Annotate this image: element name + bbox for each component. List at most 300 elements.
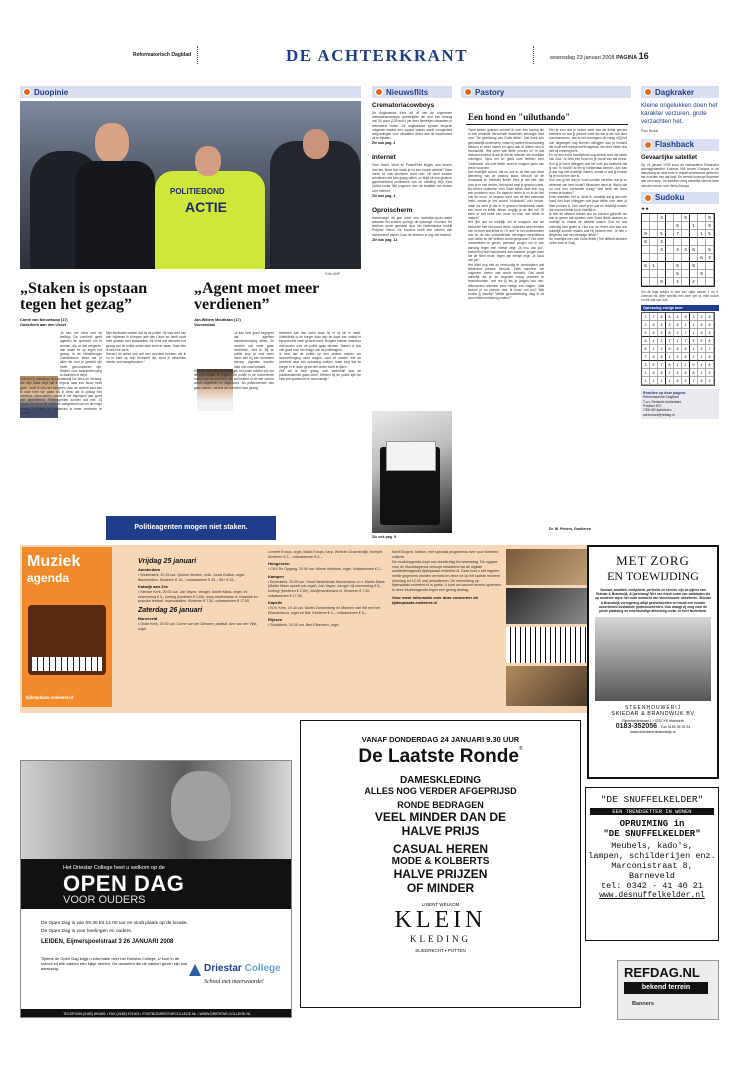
phone-photo — [372, 411, 452, 533]
driestar-line2: De Open Dag is voor leerlingen en ouders. — [41, 929, 132, 934]
sudoku-cell[interactable]: 9 — [658, 278, 666, 286]
sudoku-cell[interactable]: 5 — [706, 246, 714, 254]
sudoku-cell[interactable] — [658, 262, 666, 270]
sudoku-cell[interactable] — [666, 262, 674, 270]
sudoku-cell[interactable] — [682, 270, 690, 278]
sudoku-cell[interactable] — [682, 238, 690, 246]
photo-text-actie: ACTIE — [185, 199, 227, 215]
pastory-rule — [466, 124, 628, 125]
mzt-text: Sociaal, kwaliteit, eerlijkheid, perfectie en service zijn de pijlers van Skiedar & Brandwijk. Al jarenlang! Met een frisch team van vakbladen die op moderne wijze het oude ambacht van steenhouwer uitoefenen. Skiedar & Brandwijk vormgeving altijd geshoiwichten en houdt een eeuwin assortiment bestaande grafmonumenten. Ook draagt zij zorg voor de juiste plaatsing en rekenkundige afwerking ervan. In heel Nederland. — [595, 588, 711, 614]
sudoku-cell[interactable] — [650, 222, 658, 230]
agenda-date: Zaterdag 26 januari — [138, 606, 203, 614]
pastory-p2: Dat moeilijke woord, dat nu ook in de titel van deze aflevering van de pastory staat, behoort tot de Xhosataal en betekent liefde. Wee je dat niet, dan kom je er niet verder. Het woord zegt je gewoon niets. — [468, 170, 544, 187]
sudoku-cell[interactable]: 4 — [674, 246, 682, 254]
solution-cell: 6 — [698, 377, 706, 385]
laatste-l6: CASUAL HEREN — [392, 842, 489, 856]
agenda-date: Vrijdag 25 januari — [138, 558, 197, 565]
refdag-sub: bekend terrein — [624, 982, 708, 994]
agenda-entry: • Grote Kerk, 20.00 uur. Cornè van der Giessen, panfluit, Arie van der Vlist, orgel. — [138, 621, 258, 631]
duopinie-section — [20, 86, 361, 541]
sudoku-cell[interactable]: 5 — [658, 230, 666, 238]
sudoku-cell[interactable] — [658, 222, 666, 230]
opinion-left-p1: „Ik ben het eens met de stelling. De overheid geeft agenten de opdracht om te werken. Als ze dat weigeren, dan staan ze op tegen het gezag. In de Heidelbergse Catechismus staat dat je alles die over je gesteld zijn moet gehoorzamen zijn. Staken voor salarisverhoging is daarmee in strijd. — [60, 331, 102, 378]
mzt-fax: Fax 0183 35 33 34 — [661, 725, 691, 730]
agenda-entry: Lennert Knops, orgel, Maria Knops, harp, Wilhelm Groenendijk, trompet. Kinderen € 2,-, volwassenen € 4,-. — [268, 550, 384, 559]
photo-credit: Foto: ANP — [325, 272, 341, 276]
sudoku-cell[interactable] — [674, 214, 682, 222]
sudoku-cell[interactable] — [690, 230, 698, 238]
flashback-header — [641, 139, 719, 151]
sudoku-cell[interactable] — [666, 222, 674, 230]
right-column — [641, 86, 719, 541]
sudoku-cell[interactable]: 6 — [690, 246, 698, 254]
solution-cell: 7 — [706, 345, 714, 353]
solution-cell: 6 — [698, 321, 706, 329]
solution-cell: 3 — [666, 321, 674, 329]
driestar-footer: TELEFOON (0182) 691691 • FAX (0182) 571003 • POSTBODRIESTARCOLLEGE.NL • WWW.DRIESTAR-COLLEGE.NL — [21, 1009, 292, 1018]
refdag-title[interactable]: REFDAG.NL — [624, 965, 700, 980]
laatste-l7: MODE & KOLBERTS — [391, 856, 490, 867]
pastory-p10: Ik heb de afstand tussen ons en honden gebruikt om aan te geven dat spreken over Gods liefde daarom zo moeilijk is, omdat de afstand tussen God en ons oneindig veel groter is. Hoe zou de Heere dan aan ons duidelijk kunnen maken wat Hij bedoelt met: „Ik heb u liefgehad met een eeuwige liefde”? — [549, 212, 627, 238]
news-item-body: Over David, Word en PowerPoint krijgen veel tieners veel les. Maar hoe maak je nu een mooie website? Daar horen ze huis doorleren nooit over. Uit tocht zouden scholieren dat juist graag willen, zo blijkt uit een gisteren gepresenteerd onderzoek van de stichting Mijn Kind Online onder 366 jongeren over de kwaliteit van lessen over internet. — [372, 163, 452, 193]
solution-cell: 6 — [682, 369, 690, 377]
agenda-place: Kampen — [268, 573, 284, 579]
sudoku-header — [641, 192, 719, 204]
driestar-logo-1: Driestar — [204, 963, 242, 974]
kleding-logo: KLEDING — [410, 934, 471, 944]
sudoku-cell[interactable] — [650, 278, 658, 286]
sudoku-cell[interactable]: 8 — [706, 214, 714, 222]
reacties-box — [641, 389, 719, 418]
driestar-line3: LEIDEN, Eijmerspoelstraat 3 26 JANUARI 2008 — [41, 939, 174, 945]
solution-cell: 7 — [642, 353, 650, 361]
sudoku-cell[interactable] — [706, 238, 714, 246]
pastory-p3: Bij verder nadenken over Gods liefde doet zich nog een probleem voor. En daarom noem ik nu in de titel ook de hond. Je begeep wezt van de titel helemaal niets, omdat je het woord "uluthando" niet kende, maar ria weet je dat er in gewoon Nederlands staat: een hond en liefde. Alleen, begrijp je de titel nu? Of denk je wel heeft een hond nu toch met liefde te maken? — [468, 186, 544, 221]
sudoku-cell[interactable] — [658, 254, 666, 262]
sudoku-cell[interactable]: 5 — [706, 230, 714, 238]
sudoku-cell[interactable]: 6 — [674, 222, 682, 230]
sudoku-cell[interactable] — [706, 262, 714, 270]
sudoku-cell[interactable]: 3 — [682, 246, 690, 254]
agenda-entry: • N.H. Kerk, 19.30 uur. Martin Zonnenberg en Mannen van Wit met het Eilandenkoor, orgel en fluit. Kinderen € 2,-, volwassenen € 5,-. — [268, 606, 381, 615]
sudoku-cell[interactable] — [674, 254, 682, 262]
agenda-entry: • CKV De Opgang, 20.00 uur. Minne Veldman, orgel. Volwassenen € 2,-. — [268, 567, 384, 572]
sudoku-cell[interactable] — [666, 278, 674, 286]
agenda-place: Katwijk aan Zee — [138, 584, 169, 590]
pastory-col2 — [549, 128, 627, 523]
solution-cell: 8 — [706, 337, 714, 345]
sudoku-cell[interactable]: 2 — [706, 254, 714, 262]
agenda-more-info: Voor meer informatie over deze concerten zie tijdenplaats.erdeetrel.nl — [392, 595, 479, 606]
solution-cell: 9 — [690, 361, 698, 369]
pastory-p7: En nu een extra moeilijkheid nog steeds over die liefde van God. Je hebt een hond en je houdt van dat beest. Kun jij je hond uitleggen wat het voor jou betekent dat jij van 'm houdt? Al ten jij hondentaal kennen, dan kan je dat nog niet duidelijk maken, omdat of wat jij ervaart bij je hond een dier is. — [549, 153, 627, 179]
solution-cell: 5 — [658, 353, 666, 361]
pastory-p4: Het lijkt niet zo moeilijk om te snappen wat we bedoelen met het woord liefde. Iedereen weet immers min of meer wat liefde is. Of niet? In het onderzoeken met en de hier verschillende meningen verschillend over liefde en lief hebben wordt gesproken? Om twee voorbeelden te geven: wanneer jongen om in een dansing tegen een meisje zegt: „Ik hou van jou”, bedoelt hij heel wat anders dan wanneer jongen twee die de finen moet, tegen zijn meisje zegt: „Ik houd van jou”. — [468, 220, 544, 263]
reacties-email[interactable]: achterkant@refdag.nl — [643, 412, 675, 417]
snuffel-l8[interactable]: www.desnuffelkelder.nl — [599, 891, 705, 900]
sudoku-cell[interactable]: 9 — [698, 270, 706, 278]
solution-cell: 5 — [698, 337, 706, 345]
sudoku-cell[interactable] — [698, 262, 706, 270]
solution-cell: 2 — [642, 321, 650, 329]
sudoku-title: Sudoku — [655, 193, 685, 203]
nieuwsflits-icon — [375, 88, 383, 96]
muziek-photos — [506, 549, 588, 709]
sudoku-solution-label: Oplossing vorige keer — [641, 305, 719, 311]
driestar-line4: Tijdens de Open Dag krijgt u informatie over het Driestar College. U kunt in de school bij alle vakken een kijkje nemen. De docenten die de vakken geven zijn ook aanwezig. — [41, 956, 188, 972]
sudoku-cell[interactable] — [682, 230, 690, 238]
agenda-entry: • Nieuwe Kerk, 20.00 uur. Jan Vayne, vleugel. Martin Mans, orgel. Inl reservering € 5,- korting (kinderen € 2,50). www.martinmans.nl. Klassiek en populair festival, improvisaties. Kinderen € 7,50, volwassenen € 17,50. — [138, 590, 258, 604]
driestar-logo-2: College — [244, 963, 281, 974]
solution-cell: 3 — [674, 353, 682, 361]
sudoku-cell[interactable]: 2 — [658, 238, 666, 246]
sudoku-cell[interactable] — [650, 214, 658, 222]
pastory-p8: Hoe zou jij het dan je hond kunnen vertellen dat je zo zielsveel van hem houdt? Misschien denk je: Wat is dat nu voor een overwelde vraag? Wat heeft die hond ermee te maken? — [549, 178, 627, 196]
news-item-body: De Anglicaanse Kerk wil af van de zogeheten crematoriacowboys, geestelijken die voor een bedrag van 90 pond (129 euro) per keer fientelijen uitvaarten in crematoria leiden. De anglicaanse synode besprak volgende maand een rapport waarin wordt voorgesteld vergoedingen voor uitvaarten direct aan de bisdommen uit te betalen. — [372, 111, 452, 141]
reacties-line: 7300 AR Apeldoorn — [643, 408, 672, 413]
solution-cell: 7 — [658, 361, 666, 369]
muziek-photo-1 — [506, 549, 588, 585]
solution-cell: 8 — [658, 313, 666, 321]
sudoku-cell[interactable] — [706, 270, 714, 278]
snuffel-l4: lampen, schilderijen enz. — [588, 851, 716, 861]
news-item-body: Halverwege dit jaar komt een mobieltje-op-de-markt waarvan het scherm opvolgt, de spionage. Koudius. De telefoon wordt gemaakt door het Nederlandse bedrijf Polymer Vision. De Koudius heeft een scherm van elektronisch papier. Door de telefoon is nog niet bekend. — [372, 215, 452, 237]
page-number: 16 — [638, 51, 649, 61]
muziek-photo-2 — [506, 588, 588, 624]
agenda-entry: • Bovenkerk, 20.00 uur. Groot Nederlands Mannenkoor o.l.v. Martin Mans (Martin Mans speelt ook orgel). Jan Vayne, vleugel. bij reservering € 5,- korting! (kinderen € 2,50). info@martinmans.nl. Kinderen € 7,50, volwassenen € 17,50. — [268, 579, 385, 598]
solution-cell: 5 — [658, 369, 666, 377]
flashback-body: Op 24 januari 1978 komt de radioactieve Russische spionagesatelliet Kosmos 954 boven Canada in de dampkring en stort neer in vrijwel onbewoond gebied in het noorden van dat land. De wereld ontsnapt daarmee aan een ramp. De satelliet vloog nameliijk slechts twee minuten ervoor over West-Europa. — [641, 162, 719, 188]
piano-keys — [32, 657, 102, 671]
solution-cell: 5 — [674, 345, 682, 353]
flashback-icon — [644, 141, 652, 149]
solution-cell: 9 — [650, 369, 658, 377]
solution-cell: 3 — [690, 313, 698, 321]
opinion-left-author: Cornè van Nieuwkoop (17) — [20, 318, 68, 322]
driestar-sub: VOOR OUDERS — [63, 894, 146, 906]
opinion-left-place: Ouderkerk aan den IJssel — [20, 323, 67, 327]
opinion-left-p3: Mijn stiefvader werkte ook bij de politie. Hij was chef van een wijkteam in Krimpen aan den IJssel en heeft nooit mee gedaan aan staakacties. Hij vindt dat dienaren het gezag van de politie onder druk komt te staan. Daar ben ik het mee eens. — [106, 331, 186, 352]
sudoku-cell[interactable] — [666, 214, 674, 222]
solution-cell: 2 — [674, 329, 682, 337]
duopinie-banner: Politieagenten mogen niet staken. — [106, 516, 276, 540]
solution-cell: 8 — [674, 377, 682, 385]
solution-cell: 2 — [690, 353, 698, 361]
snuffel-l6: Barneveld — [629, 871, 675, 881]
sudoku-cell[interactable] — [690, 214, 698, 222]
header-divider-left — [197, 46, 198, 64]
duopinie-icon — [23, 88, 31, 96]
opinion-right-p4: Ik vind dat de politie op een andere manier om loonsverhoging moet vragen. Laat ze samen met de overheid naar een oplossing zoeken, maar zorg dat de burger er in ieder geval niet onder hoeft te lijden. — [279, 352, 361, 369]
solution-cell: 8 — [706, 321, 714, 329]
driestar-line1: De Open Dag is van 09.30 tot 12.00 uur en vindt plaats op de locatie. — [41, 921, 188, 926]
muziek-col3 — [392, 549, 502, 709]
sudoku-cell[interactable]: 7 — [674, 230, 682, 238]
laatste-l5: HALVE PRIJS — [401, 824, 480, 838]
photo-face-2 — [195, 146, 221, 176]
muziek-site[interactable]: tijdenplaats.erdeetrel.nl — [26, 695, 74, 700]
solution-cell: 3 — [658, 337, 666, 345]
solution-cell: 7 — [650, 313, 658, 321]
sudoku-cell[interactable] — [698, 246, 706, 254]
sudoku-cell[interactable] — [682, 254, 690, 262]
sudoku-cell[interactable]: 9 — [706, 222, 714, 230]
sudoku-cell[interactable] — [666, 238, 674, 246]
sudoku-cell[interactable] — [666, 230, 674, 238]
photo-face-3 — [303, 129, 329, 159]
muziek-col1 — [138, 555, 260, 710]
solution-cell: 5 — [650, 361, 658, 369]
nieuwsflits-section — [372, 86, 452, 541]
sudoku-difficulty: ★★ — [641, 205, 650, 211]
sudoku-cell[interactable]: 4 — [674, 278, 682, 286]
muziek-col2 — [268, 549, 388, 709]
opinion-right-place: Veenendaal — [194, 323, 215, 327]
opinion-right-p5: Zelf wil ik heel graag over anderhalf jaar de politieacademie gaan doen. Werken bij de politie lijkt me best wel spannend en avontuurlijk.” — [279, 368, 361, 382]
sudoku-cell[interactable]: 6 — [674, 262, 682, 270]
muziek-logo-2: agenda — [27, 571, 70, 585]
sudoku-cell[interactable] — [682, 222, 690, 230]
solution-cell: 6 — [682, 345, 690, 353]
opinion-left-title: „Staken is opstaan tegen het gezag” — [20, 280, 148, 313]
dagkraker-attribution: Paul Brulat — [641, 128, 659, 133]
snuffel-sub: EEN TRENDSETTER IN WONEN — [590, 808, 714, 815]
solution-cell: 7 — [682, 329, 690, 337]
solution-cell: 4 — [650, 337, 658, 345]
news-item-see: Zie ook pag. 3 — [372, 141, 396, 146]
sudoku-cell[interactable]: 5 — [674, 270, 682, 278]
reacties-title: Reacties op deze pagina: — [643, 391, 686, 396]
sudoku-cell[interactable] — [698, 214, 706, 222]
snuffel-l2: "DE SNUFFELKELDER" — [603, 829, 701, 839]
pastory-article-title: Een hond en "uiluthando" — [468, 112, 571, 122]
solution-cell: 2 — [666, 337, 674, 345]
solution-cell: 1 — [650, 345, 658, 353]
sudoku-cell[interactable] — [674, 238, 682, 246]
sudoku-cell[interactable] — [658, 270, 666, 278]
sudoku-cell[interactable]: 8 — [642, 238, 650, 246]
sudoku-cell[interactable] — [706, 278, 714, 286]
solution-cell: 3 — [658, 329, 666, 337]
solution-cell: 6 — [666, 361, 674, 369]
solution-cell: 1 — [698, 369, 706, 377]
snuffelkelder-ad — [585, 787, 719, 941]
sudoku-cell[interactable] — [666, 254, 674, 262]
opinion-left-p4: Hoewel de acties ook wel een voordeel hebben: als ik nu te hard op mijn brommer rijd, word ik misschien minder snel aangehouden.” — [106, 352, 186, 365]
sudoku-cell[interactable] — [682, 262, 690, 270]
solution-cell: 1 — [650, 377, 658, 385]
muziek-agenda-ad — [20, 545, 591, 713]
sudoku-instructions: Vul de lege hokjes in met een cijfer tussen 1 en 9. Gebruik elk cijfer slechts één keer per rij, elke kolom en elk vak van 3x3. — [641, 289, 719, 303]
solution-cell: 8 — [706, 361, 714, 369]
sudoku-cell[interactable] — [698, 238, 706, 246]
sudoku-cell[interactable] — [642, 214, 650, 222]
opinion-left-col2 — [106, 331, 186, 531]
laatste-place: SLIEDRECHT • PUTTEN — [415, 948, 466, 953]
solution-cell: 9 — [650, 321, 658, 329]
solution-cell: 6 — [666, 313, 674, 321]
sudoku-cell[interactable] — [690, 254, 698, 262]
agenda-place: Hoogeveen — [268, 561, 290, 567]
solution-cell: 6 — [642, 337, 650, 345]
duopinie-title: Duopinie — [34, 87, 69, 97]
opinion-right-title: „Agent moet meer verdienen” — [194, 280, 319, 313]
laatste-l4: VEEL MINDER DAN DE — [374, 810, 507, 824]
agenda-place: Amsterdam — [138, 567, 161, 572]
sudoku-cell[interactable] — [650, 246, 658, 254]
reacties-line: T.a.v. Redactie Achterkant — [643, 399, 682, 404]
nieuwsflits-header — [372, 86, 452, 98]
solution-cell: 1 — [674, 361, 682, 369]
photo-figure-3 — [270, 141, 360, 269]
solution-cell: 4 — [658, 321, 666, 329]
sudoku-cell[interactable] — [650, 230, 658, 238]
sudoku-cell[interactable] — [650, 254, 658, 262]
opinion-right-p2: Maar ik vind niet dat stakingen het juiste middel zijn om dit voor elkaar te krijgen. De politie is de uitvoerende macht van de overheid, die controleert of de wet correct wordt nageleefd en uitgevoerd. Als politiemensen dan gaan staken, verliest de overheid haar gezag. — [194, 368, 274, 390]
sudoku-grid[interactable] — [641, 213, 715, 287]
refdag-ad — [617, 960, 719, 1020]
laatste-l2: ALLES NOG VERDER AFGEPRIJSD — [364, 786, 517, 796]
opinion-right-col2 — [279, 331, 361, 516]
mzt-web[interactable]: www.skiedarenbrandwijk.nl — [630, 730, 676, 735]
sudoku-cell[interactable]: 1 — [650, 262, 658, 270]
solution-cell: 2 — [666, 369, 674, 377]
solution-cell: 6 — [650, 329, 658, 337]
solution-cell: 1 — [642, 369, 650, 377]
photo-vest — [155, 171, 265, 269]
solution-cell: 1 — [690, 329, 698, 337]
sudoku-cell[interactable] — [698, 278, 706, 286]
sudoku-cell[interactable] — [690, 238, 698, 246]
agenda-place: Kapelle — [268, 600, 283, 606]
muziek-logo-1: Muziek — [27, 553, 81, 570]
photo-figure-2 — [75, 161, 155, 269]
section-title: DE ACHTERKRANT — [286, 46, 469, 65]
sudoku-cell[interactable] — [642, 278, 650, 286]
laatste-title: De Laatste Ronde — [358, 746, 519, 767]
opinion-right-author: Jan-Willem Mouthaan (17) — [194, 318, 241, 322]
opinion-left-col1 — [20, 331, 102, 541]
sudoku-cell[interactable] — [642, 222, 650, 230]
pastory-title: Pastory — [475, 87, 505, 97]
solution-cell: 9 — [682, 313, 690, 321]
laatste-title-row — [301, 746, 580, 768]
news-item-title: Oproischerm — [372, 206, 413, 214]
news-item-title: Crematoriacowboys — [372, 102, 435, 109]
agenda-place: Rijssen — [268, 617, 283, 623]
snuffel-l3: Meubels, kado's, — [611, 841, 693, 851]
agenda-entry: • Westerkerk, 20.15 uur. Quirine Viersen, cello. Joost Guillou, orgel. Bachwerken. Kinderen € 15,-, volwassenen € 25,-, 65+ € 15,-. — [138, 573, 246, 582]
sudoku-cell[interactable]: 1 — [690, 222, 698, 230]
solution-cell: 4 — [666, 377, 674, 385]
news-item-see: Zie ook pag. 12 — [372, 237, 398, 242]
refdag-tab[interactable]: Banners — [632, 1001, 655, 1007]
header-divider-right — [533, 46, 534, 64]
solution-cell: 5 — [674, 321, 682, 329]
driestar-slogan: School met meerwaarde! — [204, 979, 264, 985]
solution-cell: 4 — [666, 353, 674, 361]
pastory-p11: De moeilijke leer van Gods liefde (The difficult doctrine of the love of God). — [549, 237, 627, 246]
snuffel-l1: OPRUIMING in — [619, 819, 685, 829]
sudoku-cell[interactable] — [650, 270, 658, 278]
solution-cell: 8 — [666, 329, 674, 337]
sudoku-cell[interactable] — [642, 254, 650, 262]
solution-cell: 2 — [682, 361, 690, 369]
sudoku-cell[interactable] — [698, 222, 706, 230]
news-item-see: Zie ook pag. 3 — [372, 193, 396, 198]
opinion-right-p3: Iedereen kan dan doen waar hij of zij zin in heeft. Uiteindelijk is de burger daar dan de dupe van omdat er bijvoorbeeld meer geweld komt. Burgers mishen daardoor vertrouwen over de politie gaan denken. Staken is dus niet goed voor het imago van de politieagent. — [279, 331, 361, 352]
sudoku-cell[interactable]: 2 — [690, 278, 698, 286]
paper-name: Reformatorisch Dagblad — [133, 52, 192, 58]
nieuwsflits-items — [372, 102, 452, 242]
page-header — [0, 40, 738, 70]
solution-cell: 7 — [690, 377, 698, 385]
sudoku-cell[interactable]: 6 — [698, 254, 706, 262]
mzt-company-2: SKIEDAR & BRANDWIJK BV — [611, 711, 695, 718]
laatste-l1: DAMESKLEDING — [399, 775, 482, 786]
mzt-title-1: MET ZORG — [616, 553, 690, 568]
sudoku-cell[interactable]: 9 — [682, 214, 690, 222]
mzt-phone-row — [589, 723, 717, 730]
header-date — [550, 51, 649, 61]
solution-cell: 4 — [698, 361, 706, 369]
muziek-photo-3 — [506, 627, 588, 663]
sudoku-cell[interactable]: 5 — [642, 262, 650, 270]
reacties-line: Postbus 670 — [643, 404, 662, 409]
mzt-address: Rijnerheidestraat 1 • 4237 KE Meerkerk — [622, 719, 684, 724]
news-item-title: Internet — [372, 154, 396, 162]
laatste-welkom: U BENT WELKOM — [421, 902, 460, 907]
agenda-place: Barneveld — [138, 615, 158, 621]
flashback-article-title: Gevaarlijke satelliet — [641, 154, 698, 161]
muziek-photo-4 — [506, 666, 588, 706]
solution-cell: 6 — [706, 353, 714, 361]
snuffel-title: "DE SNUFFELKELDER" — [600, 794, 704, 805]
snuffel-l7: tel: 0342 - 41 40 21 — [600, 881, 704, 891]
sudoku-cell[interactable]: 1 — [698, 230, 706, 238]
photo-face-1 — [95, 123, 129, 163]
sudoku-cell[interactable]: 3 — [658, 214, 666, 222]
sudoku-cell[interactable] — [690, 270, 698, 278]
sudoku-cell[interactable] — [682, 278, 690, 286]
sudoku-cell[interactable]: 3 — [658, 246, 666, 254]
solution-cell: 3 — [682, 377, 690, 385]
pastory-p9: Even wachten: het is, denk ik, duidelijk dat jij aan een hond niet kunt uitleggen wat jouw liefde voor hem of haar precies is. Dan moet je je ook nu duidelijk maken dat ook het liefde tot je moeilijk is. — [549, 195, 627, 212]
solution-cell: 5 — [642, 329, 650, 337]
sudoku-cell[interactable]: 8 — [690, 262, 698, 270]
sudoku-cell[interactable] — [666, 270, 674, 278]
sudoku-icon — [644, 194, 652, 202]
solution-cell: 9 — [698, 329, 706, 337]
photo-text-police: POLITIEBOND — [170, 187, 225, 196]
solution-cell: 7 — [682, 337, 690, 345]
sudoku-cell[interactable] — [666, 246, 674, 254]
sudoku-cell[interactable]: 9 — [642, 230, 650, 238]
sudoku-cell[interactable] — [642, 270, 650, 278]
muziek-logo-box — [22, 547, 112, 707]
laatste-ronde-ad — [300, 720, 581, 1008]
agenda-entry: De muziekagenda loopt van donderdag t/m woensdag. De opgave voor de Muziekagenda verloopt uitsluitend via de digitale activiteitenagenda tijdenplaats.erdeetrel.nl. Daar kunt u zelf tegelen mellie gegevens worden vermeld en deze tot op het laatste moment (dinsdag tot 12.00 uur) actualiseren. De vermelding op tijdenplaats.erdeetrel.nl is gratis. U kunt uw concert tevens opnemen in deze Muziekagenda tegen een gering bedrag. — [392, 560, 501, 592]
sudoku-cell[interactable] — [650, 238, 658, 246]
solution-cell: 1 — [642, 313, 650, 321]
dagkraker-quote: Kleine ongelukken doen het karakter verzuren, grote verzachten het. — [641, 102, 718, 126]
sudoku-cell[interactable] — [642, 246, 650, 254]
mzt-title-2: EN TOEWIJDING — [607, 569, 699, 583]
sudoku-solution-grid — [641, 312, 715, 386]
phone-photo-see: Zie ook pag. 9 — [372, 535, 396, 539]
solution-cell: 1 — [658, 377, 666, 385]
solution-cell: 3 — [706, 369, 714, 377]
